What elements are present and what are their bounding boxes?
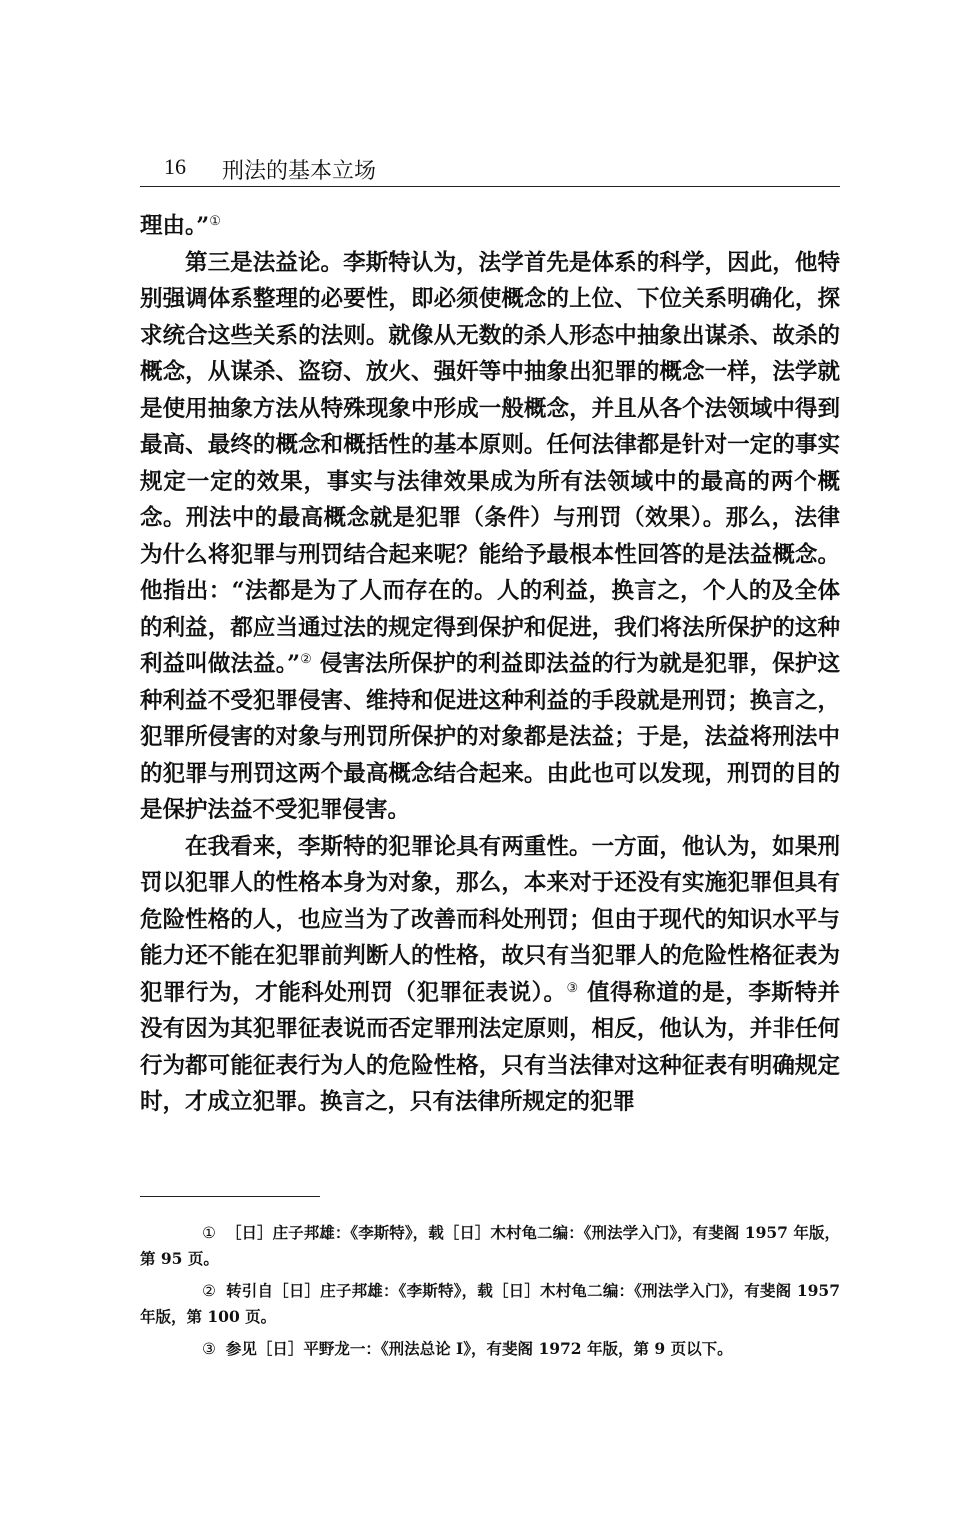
paragraph-crime-theory-duality: 在我看来，李斯特的犯罪论具有两重性。一方面，他认为，如果刑罚以犯罪人的性格本身为对象，那么，本来对于还没有实施犯罪但具有危险性格的人，也应当为了改善而科处刑罚；但由于现代的知识水平与能力还不能在犯罪前判断人的性格，故只有当犯罪人的危险性格征表为犯罪行为，才能科处刑罚（犯罪征表说）。③ 值得称道的是，李斯特并没有因为其犯罪征表说而否定罪刑法定原则，相反，他认为，并非任何行为都可能征表行为人的危险性格，只有当法律对这种征表有明确规定时，才成立犯罪。换言之，只有法律所规定的犯罪 [140, 833, 840, 1115]
footnote-rule [140, 1196, 320, 1197]
footnotes [140, 1220, 840, 1368]
body-text [140, 208, 840, 1121]
footnote-3: ③ 参见［日］平野龙一：《刑法总论 I》，有斐阁 1972 年版，第 9 页以下。 [202, 1339, 733, 1358]
footnote-ref-3: ③ [566, 980, 579, 996]
header-rule [140, 186, 840, 187]
running-title: 刑法的基本立场 [222, 159, 377, 184]
footnote-1: ① ［日］庄子邦雄：《李斯特》，载［日］木村龟二编：《刑法学入门》，有斐阁 1957 年版，第 95 页。 [140, 1223, 840, 1268]
footnote-ref-1: ① [209, 214, 221, 229]
page-number: 16 [164, 154, 186, 179]
footnote-ref-2: ② [300, 652, 312, 667]
paragraph-continuation: 理由。”① [140, 213, 221, 239]
footnote-2: ② 转引自［日］庄子邦雄：《李斯特》，载［日］木村龟二编：《刑法学入门》，有斐阁 1957 年版，第 100 页。 [140, 1281, 840, 1326]
paragraph-legal-interest-theory: 第三是法益论。李斯特认为，法学首先是体系的科学，因此，他特别强调体系整理的必要性，即必须使概念的上位、下位关系明确化，探求统合这些关系的法则。就像从无数的杀人形态中抽象出谋杀、故杀的概念，从谋杀、盗窃、放火、强奸等中抽象出犯罪的概念一样，法学就是使用抽象方法从特殊现象中形成一般概念，并且从各个法领域中得到最高、最终的概念和概括性的基本原则。任何法律都是针对一定的事实规定一定的效果，事实与法律效果成为所有法领域中的最高的两个概念。刑法中的最高概念就是犯罪（条件）与刑罚（效果）。那么，法律为什么将犯罪与刑罚结合起来呢？能给予最根本性回答的是法益概念。他指出：“法都是为了人而存在的。人的利益，换言之，个人的及全体的利益，都应当通过法的规定得到保护和促进，我们将法所保护的这种利益叫做法益。”② 侵害法所保护的利益即法益的行为就是犯罪，保护这种利益不受犯罪侵害、维持和促进这种利益的手段就是刑罚；换言之，犯罪所侵害的对象与刑罚所保护的对象都是法益；于是，法益将刑法中的犯罪与刑罚这两个最高概念结合起来。由此也可以发现，刑罚的目的是保护法益不受犯罪侵害。 [140, 249, 841, 823]
running-header [140, 150, 840, 184]
